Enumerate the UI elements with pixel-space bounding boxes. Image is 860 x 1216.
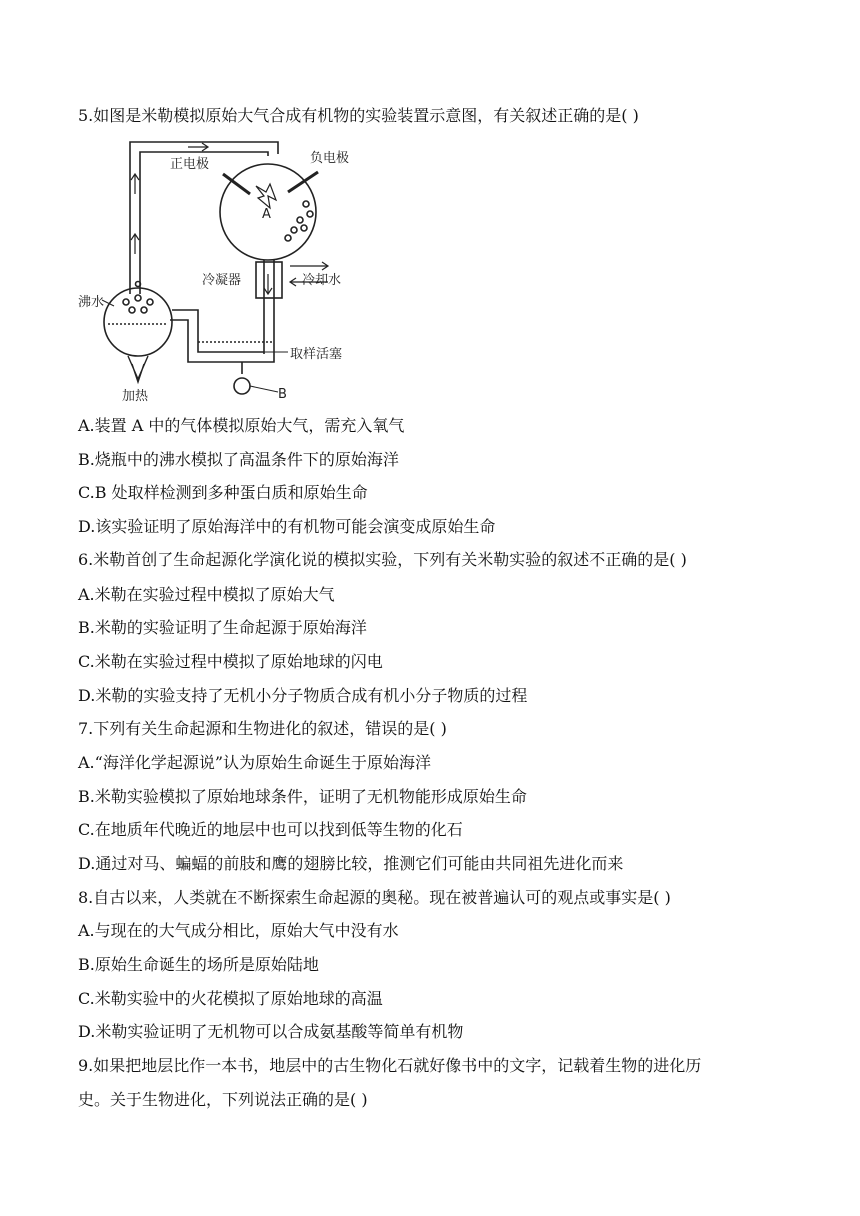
miller-experiment-diagram <box>78 134 368 404</box>
q9-stem-line2: 史。关于生物进化，下列说法正确的是( ) <box>78 1090 368 1109</box>
q5-option-b: B.烧瓶中的沸水模拟了高温条件下的原始海洋 <box>78 450 399 469</box>
q7-option-c: C.在地质年代晚近的地层中也可以找到低等生物的化石 <box>78 820 463 839</box>
positive-electrode <box>223 174 250 194</box>
q7-option-b: B.米勒实验模拟了原始地球条件，证明了无机物能形成原始生命 <box>78 787 527 806</box>
label-positive-electrode: 正电极 <box>170 157 210 172</box>
q8-option-b: B.原始生命诞生的场所是原始陆地 <box>78 955 319 974</box>
heating-flame <box>128 356 148 382</box>
label-b: B <box>278 387 287 402</box>
spark <box>256 184 276 208</box>
flask-b <box>234 378 250 394</box>
q5-option-a: A.装置 A 中的气体模拟原始大气，需充入氧气 <box>78 416 405 435</box>
q6-option-a: A.米勒在实验过程中模拟了原始大气 <box>78 585 335 604</box>
boiling-flask <box>104 288 172 356</box>
q8-option-c: C.米勒实验中的火花模拟了原始地球的高温 <box>78 989 383 1008</box>
q5-option-c: C.B 处取样检测到多种蛋白质和原始生命 <box>78 483 368 502</box>
q6-option-d: D.米勒的实验支持了无机小分子物质合成有机小分子物质的过程 <box>78 686 528 705</box>
q6-option-c: C.米勒在实验过程中模拟了原始地球的闪电 <box>78 652 383 671</box>
q7-option-a: A.“海洋化学起源说”认为原始生命诞生于原始海洋 <box>78 753 432 772</box>
q6-stem: 6.米勒首创了生命起源化学演化说的模拟实验，下列有关米勒实验的叙述不正确的是( ) <box>78 550 687 569</box>
q7-stem: 7.下列有关生命起源和生物进化的叙述，错误的是( ) <box>78 719 447 738</box>
label-heating: 加热 <box>122 389 149 404</box>
label-cooling-water: 冷却水 <box>302 273 342 288</box>
q7-option-d: D.通过对马、蝙蝠的前肢和鹰的翅膀比较，推测它们可能由共同祖先进化而来 <box>78 854 624 873</box>
q6-option-b: B.米勒的实验证明了生命起源于原始海洋 <box>78 618 367 637</box>
q8-option-d: D.米勒实验证明了无机物可以合成氨基酸等简单有机物 <box>78 1022 464 1041</box>
label-condenser: 冷凝器 <box>202 273 242 288</box>
q8-stem: 8.自古以来，人类就在不断探索生命起源的奥秘。现在被普遍认可的观点或事实是( ) <box>78 888 671 907</box>
u-tube <box>172 310 264 352</box>
q9-stem-line1: 9.如果把地层比作一本书，地层中的古生物化石就好像书中的文字，记载着生物的进化历 <box>78 1056 702 1075</box>
label-boiling-water: 沸水 <box>78 295 105 310</box>
negative-electrode <box>288 172 318 192</box>
label-stopcock: 取样活塞 <box>290 347 343 362</box>
q5-stem: 5.如图是米勒模拟原始大气合成有机物的实验装置示意图，有关叙述正确的是( ) <box>78 106 639 125</box>
label-a: A <box>262 207 271 222</box>
q5-option-d: D.该实验证明了原始海洋中的有机物可能会演变成原始生命 <box>78 517 496 536</box>
condenser-tube <box>264 260 274 354</box>
label-negative-electrode: 负电极 <box>310 151 350 166</box>
q8-option-a: A.与现在的大气成分相比，原始大气中没有水 <box>78 921 399 940</box>
